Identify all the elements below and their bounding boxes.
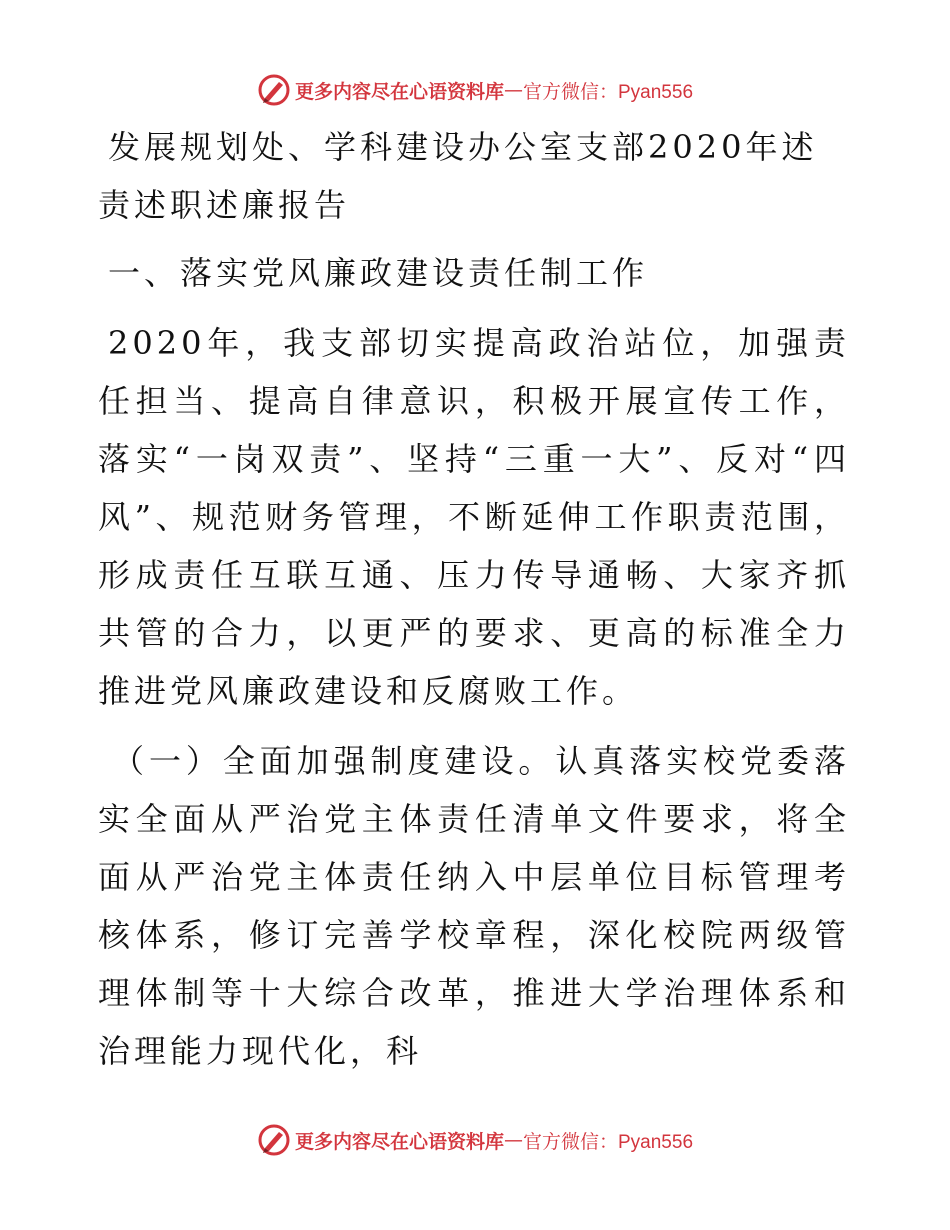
watermark-footer — [0, 1118, 950, 1162]
watermark-contact-text: 官方微信：Pyan556 — [523, 81, 694, 103]
body-paragraph: （一）全面加强制度建设。认真落实校党委落实全面从严治党主体责任清单文件要求，将全面从严治党主体责任纳入中层单位目标管理考核体系，修订完善学校章程，深化校院两级管理体制等十大综合改革，推进大学治理体系和治理能力现代化，科 — [98, 742, 850, 1070]
watermark-site-text: 更多内容尽在心语资料库 — [294, 1130, 504, 1153]
document-body — [98, 118, 850, 1092]
watermark-site-text: 更多内容尽在心语资料库 — [294, 80, 504, 103]
watermark-header — [0, 68, 950, 112]
body-paragraph: 2020年，我支部切实提高政治站位，加强责任担当、提高自律意识，积极开展宣传工作，落实“一岗双责”、坚持“三重一大”、反对“四风”、规范财务管理，不断延伸工作职责范围，形成责任互联互通、压力传导通畅、大家齐抓共管的合力，以更严的要求、更高的标准全力推进党风廉政建设和反腐败工作。 — [98, 324, 850, 710]
pen-circle-logo-icon — [257, 1123, 291, 1157]
section-heading: 一、落实党风廉政建设责任制工作 — [108, 254, 649, 292]
watermark-separator: — — [504, 79, 523, 101]
document-title: 发展规划处、学科建设办公室支部2020年述责述职述廉报告 — [98, 128, 818, 224]
watermark-contact-text: 官方微信：Pyan556 — [523, 1131, 694, 1153]
pen-circle-logo-icon — [257, 73, 291, 107]
watermark-separator: — — [504, 1129, 523, 1151]
